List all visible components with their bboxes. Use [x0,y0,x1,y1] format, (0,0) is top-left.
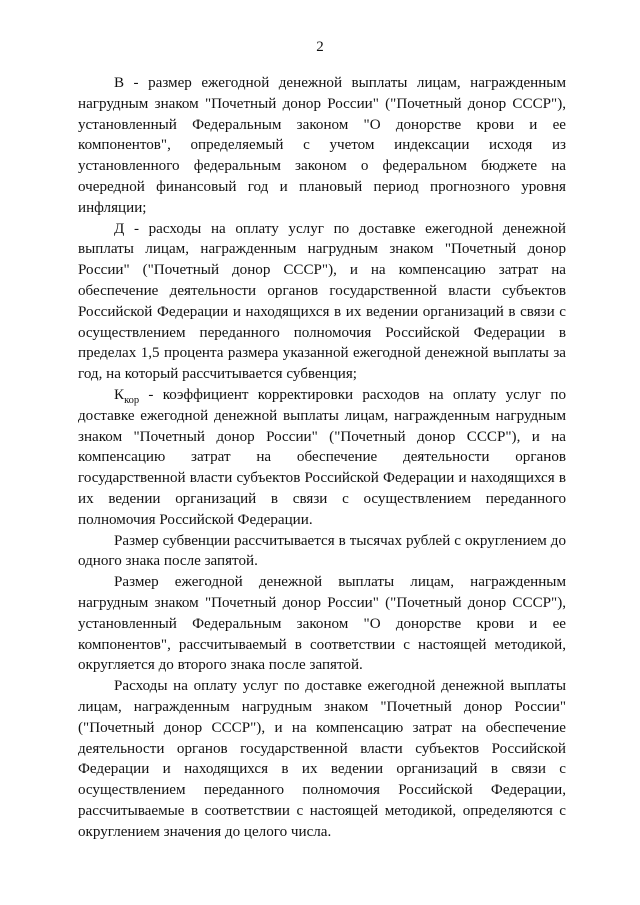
symbol-k: К [114,386,125,403]
page-number: 2 [316,39,324,55]
symbol-v: В [114,75,125,91]
paragraph-text: - расходы на оплату услуг по доставке ежегодной денежной выплаты лицам, награжденным нагрудным знаком "Почетный донор России" ("Почетный донор СССР"), и на компенсацию затрат на обеспечение деятельности органов государственной власти субъектов Российской Федерации и находящихся в их ведении организаций в связи с осуществлением переданного полномочия Российской Федерации в пределах 1,5 процента размера указанной ежегодной денежной выплаты за год, на который рассчитывается субвенция; [78,220,566,383]
paragraph-text: - размер ежегодной денежной выплаты лицам, награжденным нагрудным знаком "Почетный донор России" ("Почетный донор СССР"), установленный Федеральным законом "О донорстве крови и ее компонентов", определяемый с учетом индексации исходя из установленного федеральным законом о федеральном бюджете на очередной финансовый год и плановый период прогнозного уровня инфляции; [78,75,566,216]
paragraph-expenses-rounding: Расходы на оплату услуг по доставке ежегодной денежной выплаты лицам, награжденным нагрудным знаком "Почетный донор России" ("Почетный донор СССР"), и на компенсацию затрат на обеспечение деятельности органов государственной власти субъектов Российской Федерации и находящихся в их ведении организаций в связи с осуществлением переданного полномочия Российской Федерации, рассчитываемые в соответствии с настоящей методикой, определяются с округлением значения до целого числа. [78,678,566,840]
paragraph-text: - коэффициент корректировки расходов на оплату услуг по доставке ежегодной денежной выплаты лицам, награжденным нагрудным знаком "Почетный донор России" ("Почетный донор СССР"), и на компенсацию затрат на обеспечение деятельности органов государственной власти субъектов Российской Федерации и находящихся в их ведении организаций в связи с осуществлением переданного полномочия Российской Федерации. [78,386,566,528]
paragraph-d-definition [78,219,566,385]
document-body [78,73,566,842]
symbol-k-subscript: кор [124,394,140,406]
paragraph-subvention-rounding: Размер субвенции рассчитывается в тысячах рублей с округлением до одного знака после запятой. [78,532,566,570]
paragraph-payment-rounding: Размер ежегодной денежной выплаты лицам, награжденным нагрудным знаком "Почетный донор России" ("Почетный донор СССР"), установленный Федеральным законом "О донорстве крови и ее компонентов", рассчитываемый в соответствии с настоящей методикой, округляется до второго знака после запятой. [78,574,566,674]
symbol-d: Д [114,220,125,237]
paragraph-kkor-definition [78,385,566,531]
paragraph-v-definition [78,73,566,219]
